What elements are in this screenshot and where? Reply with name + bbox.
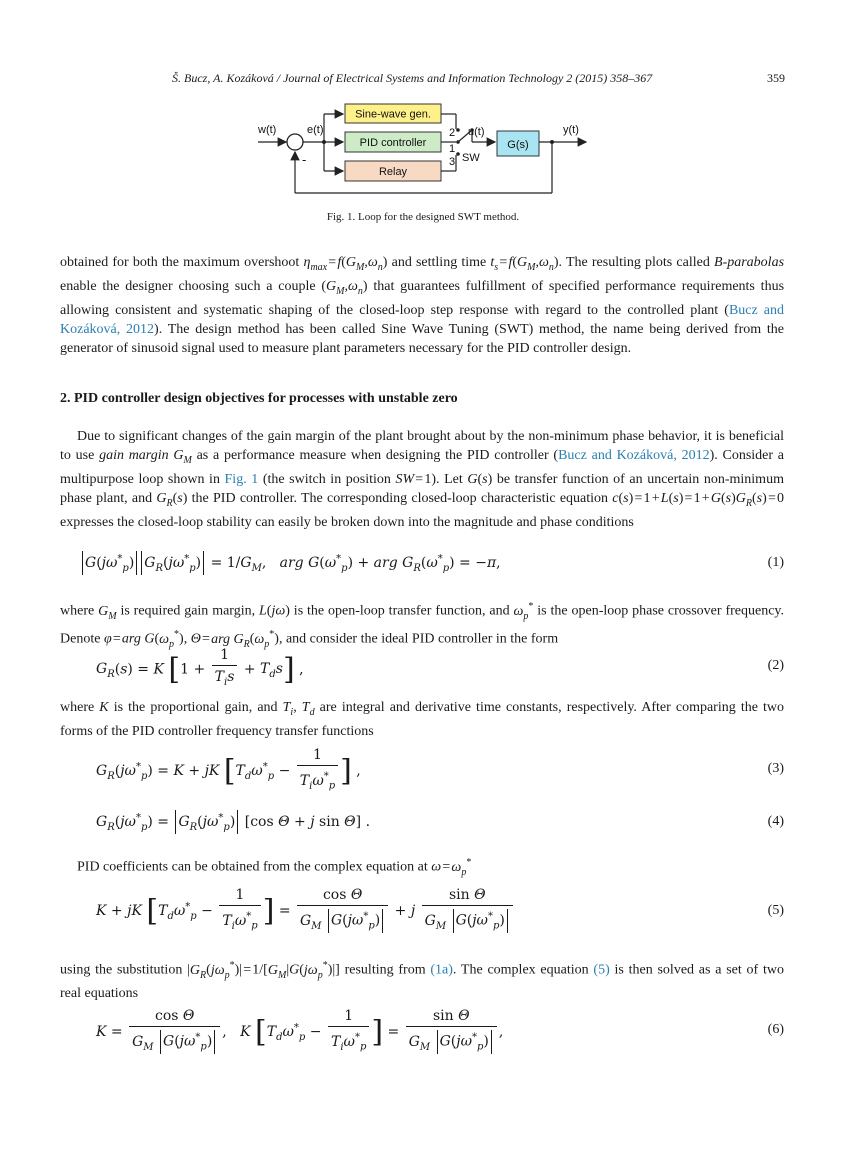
equation-1: $G(j\omega^*_p) G_R(j\omega^*_p) = 1/G_M$, arg $G(\omega^*_p)$ + arg $G_R(\omega^*_p) = -\pi$, (1): [60, 551, 784, 581]
paragraph-4: where K is the proportional gain, and $T_i$, $T_d$ are integral and derivative time constants, respectively. After comparing the two forms of the PID controller frequency transfer functions: [60, 700, 785, 739]
minus-sign: -: [302, 152, 307, 167]
equation-5: K + jK [$T_d\omega^*_p$ − $\frac{1}{T_i\omega^*_p}$ ] = $\frac{\text{cos Θ}}{G_M G(j\omega^*_p)}$ + j $\frac{\text{sin Θ}}{G_M G(j\omega^*_p)}$ (5): [96, 887, 784, 932]
signal-u: u(t): [468, 126, 485, 138]
citation-link-2[interactable]: Bucz and Kozáková,: [558, 448, 677, 463]
eq-number-1: (1): [767, 555, 784, 570]
eq-number-4: (4): [767, 814, 784, 829]
signal-y: y(t): [563, 124, 579, 136]
eq-number-3: (3): [767, 761, 784, 776]
equation-6: K = $\frac{\text{cos Θ}}{G_M G(j\omega^*_p)}$ , K [$T_d\omega^*_p$ − $\frac{1}{T_i\omega^*_p}$ ] = $\frac{\text{sin Θ}}{G_M G(j\omega^*_p)}$ , (6): [96, 1008, 784, 1053]
figure-link[interactable]: Fig. 1: [224, 471, 259, 487]
eq-number-5: (5): [767, 903, 784, 918]
figure-caption: Fig. 1. Loop for the designed SWT method.: [326, 211, 520, 223]
eq-number-2: (2): [767, 658, 784, 673]
relay-label: Relay: [378, 166, 408, 178]
equation-link-1a[interactable]: (1a): [430, 962, 453, 978]
citation-link[interactable]: Bucz and Kozáková, 2012: [60, 302, 785, 337]
loop-block-diagram: [250, 100, 600, 200]
summing-junction: [287, 134, 303, 150]
paragraph-5: PID coefficients can be obtained from the complex equation at ω = $\omega_p^*$: [77, 857, 472, 878]
paragraph-2: Due to significant changes of the gain margin of the plant brought about by the non-minimum phase behavior, it is beneficial to use gain margin $G_M$ as a performance measure when designing the PID controller (Bucz and Kozáková, 2012). Consider a multipurpose loop shown in Fig. 1 (the switch in position SW = 1). Let G(s) be transfer function of an uncertain non-minimum phase plant, and $G_R(s)$ the PID controller. The corresponding closed-loop characteristic equation c(s) = 1 + L(s) = 1 + $G(s)G_R(s)$ = 0 expresses the closed-loop stability can easily be broken down into the magnitude and phase conditions: [60, 429, 785, 530]
signal-e: e(t): [307, 124, 324, 136]
paragraph-3: where $G_M$ is required gain margin, L(jω) is the open-loop transfer function, and $\omega_p^*$ is the open-loop phase crossover frequency. Denote φ = arg $G(\omega_p^*)$, Θ = arg $G_R(\omega_p^*)$, and consider the ideal PID controller in the form: [60, 601, 785, 650]
equation-2: $G_R(s) = K$ [1 + $\frac{1}{T_is}$ + $T_ds$] , (2): [96, 647, 784, 688]
sine-wave-gen-label: Sine-wave gen.: [355, 108, 431, 121]
paragraph-6: using the substitution $|G_R(j\omega_p^*)|$ = $1/[G_M|G(j\omega_p^*)|]$ resulting from (1a). The complex equation (5) is then solved as a set of two real equations: [60, 960, 784, 1002]
citation-year-link[interactable]: 2012: [681, 448, 710, 463]
equation-link-5[interactable]: (5): [593, 962, 610, 978]
equation-3: $G_R(j\omega^*_p) = K$ + jK [$T_d\omega^*_p$ − $\frac{1}{T_i\omega^*_p}$ ] , (3): [96, 747, 784, 792]
paragraph-1: obtained for both the maximum overshoot $\eta_{max}$ = $f(G_M,\omega_n)$ and settling time $t_s$ = $f(G_M,\omega_n)$. The resulting plots called B-parabolas enable the designer choosing such a couple $(G_M,\omega_n)$ that guarantees fulfillment of specified performance requirements thus allowing consistent and systematic shaping of the closed-loop step response with regard to the controlled plant (Bucz and Kozáková, 2012). The design method has been called Sine Wave Tuning (SWT) method, the name being derived from the generator of sinusoid signal used to measure plant parameters necessary for the PID controller design.: [60, 255, 785, 356]
pid-controller-label: PID controller: [359, 137, 427, 149]
eq-number-6: (6): [767, 1022, 784, 1037]
switch-pos-3: 3: [449, 156, 456, 168]
switch-label: SW: [462, 152, 480, 164]
signal-w: w(t): [258, 124, 277, 136]
page-number: 359: [767, 71, 785, 85]
section-heading: 2. PID controller design objectives for processes with unstable zero: [60, 391, 458, 406]
plant-label: G(s): [507, 139, 529, 151]
header-title: Š. Bucz, A. Kozáková / Journal of Electrical Systems and Information Technology 2 (2015) 358–367: [172, 71, 653, 85]
equation-4: $G_R(j\omega^*_p) = G_R(j\omega^*_p)$ [cos Θ + j sin Θ] . (4): [60, 810, 784, 840]
switch-pos-1: 1: [449, 143, 456, 155]
switch-pos-2: 2: [449, 127, 456, 139]
